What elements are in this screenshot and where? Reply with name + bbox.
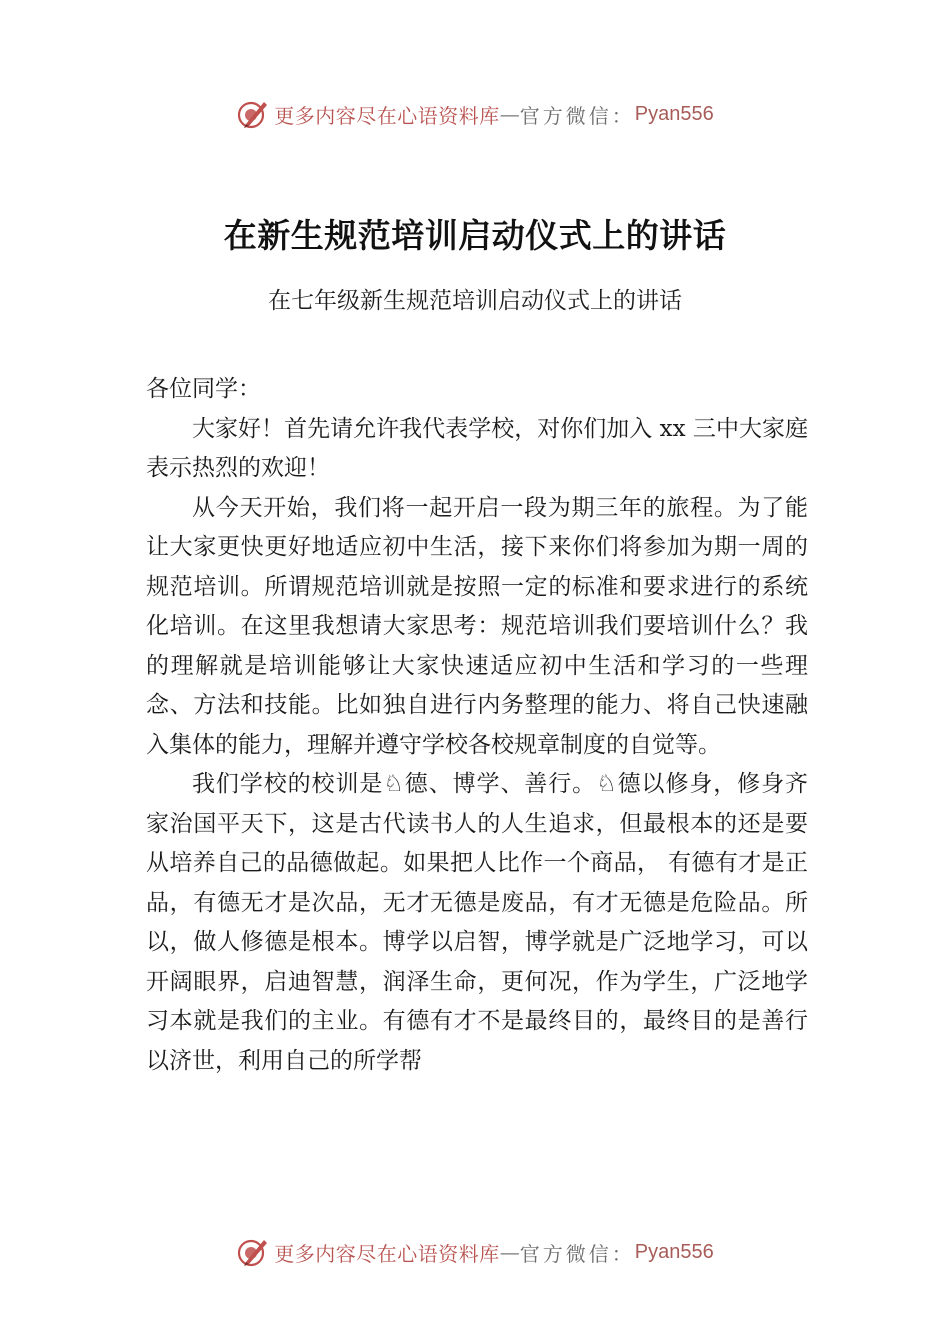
banner-wechat-id: Pyan556 [634, 102, 714, 125]
banner-wechat-label: 官方微信： [519, 103, 635, 128]
paragraph: 大家好！首先请允许我代表学校，对你们加入 xx 三中大家庭表示热烈的欢迎！ [146, 415, 808, 481]
footer-banner [0, 1232, 950, 1272]
document-title: 在新生规范培训启动仪式上的讲话 [223, 216, 727, 255]
header-banner [0, 94, 950, 134]
salutation: 各位同学： [146, 376, 261, 402]
banner-separator: — [499, 102, 520, 126]
document-subtitle: 在七年级新生规范培训启动仪式上的讲话 [268, 288, 682, 314]
document-body [146, 370, 808, 1081]
banner-text: 更多内容尽在心语资料库 [274, 103, 500, 128]
banner-separator: — [499, 1240, 520, 1264]
pen-logo-icon [236, 97, 270, 131]
pen-logo-icon [236, 1235, 270, 1269]
banner-wechat-label: 官方微信： [519, 1241, 635, 1266]
banner-wechat-id: Pyan556 [634, 1240, 714, 1263]
banner-text: 更多内容尽在心语资料库 [274, 1241, 500, 1266]
paragraph: 从今天开始，我们将一起开启一段为期三年的旅程。为了能让大家更快更好地适应初中生活，接下来你们将参加为期一周的规范培训。所谓规范培训就是按照一定的标准和要求进行的系统化培训。在这里我想请大家思考：规范培训我们要培训什么？我的理解就是培训能够让大家快速适应初中生活和学习的一些理念、方法和技能。比如独自进行内务整理的能力、将自己快速融入集体的能力，理解并遵守学校各校规章制度的自觉等。 [146, 494, 808, 758]
paragraph: 我们学校的校训是♘德、博学、善行。♘德以修身，修身齐家治国平天下，这是古代读书人的人生追求，但最根本的还是要从培养自己的品德做起。如果把人比作一个商品， 有德有才是正品，有德无才是次品，无才无德是废品，有才无德是危险品。所以，做人修德是根本。博学以启智，博学就是广泛地学习，可以开阔眼界，启迪智慧，润泽生命，更何况，作为学生，广泛地学习本就是我们的主业。有德有才不是最终目的，最终目的是善行以济世，利用自己的所学帮 [146, 771, 808, 1074]
